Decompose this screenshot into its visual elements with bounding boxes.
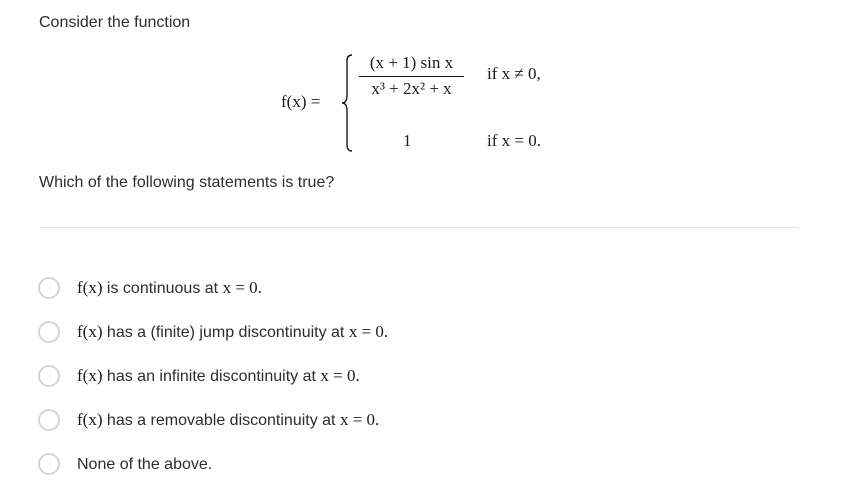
option-label: f(x) has a (finite) jump discontinuity at x = 0. [77, 322, 389, 341]
fraction-numerator: (x + 1) sin x [369, 53, 454, 72]
option-label: None of the above. [77, 456, 213, 473]
question-text: Which of the following statements is true? [39, 174, 335, 191]
option-label: f(x) is continuous at x = 0. [77, 278, 262, 297]
case1-fraction [355, 52, 468, 100]
radio-button[interactable] [38, 277, 60, 299]
function-label: f(x) = [281, 92, 321, 111]
radio-button[interactable] [38, 365, 60, 387]
answer-option-3[interactable] [38, 354, 388, 398]
option-label: f(x) has an infinite discontinuity at x = 0. [77, 366, 360, 385]
answer-option-1[interactable] [38, 266, 388, 310]
radio-button[interactable] [38, 321, 60, 343]
answer-options [38, 266, 388, 486]
option-label: f(x) has a removable discontinuity at x = 0. [77, 410, 380, 429]
answer-option-2[interactable] [38, 310, 388, 354]
radio-button[interactable] [38, 453, 60, 475]
divider [39, 227, 798, 228]
answer-option-4[interactable] [38, 398, 388, 442]
question-intro: Consider the function [39, 14, 191, 31]
case1-condition: if x ≠ 0, [487, 64, 541, 83]
fraction-denominator: x³ + 2x² + x [371, 79, 452, 98]
case2-value: 1 [403, 131, 412, 150]
answer-option-5[interactable] [38, 442, 388, 486]
case2-condition: if x = 0. [487, 131, 541, 150]
radio-button[interactable] [38, 409, 60, 431]
